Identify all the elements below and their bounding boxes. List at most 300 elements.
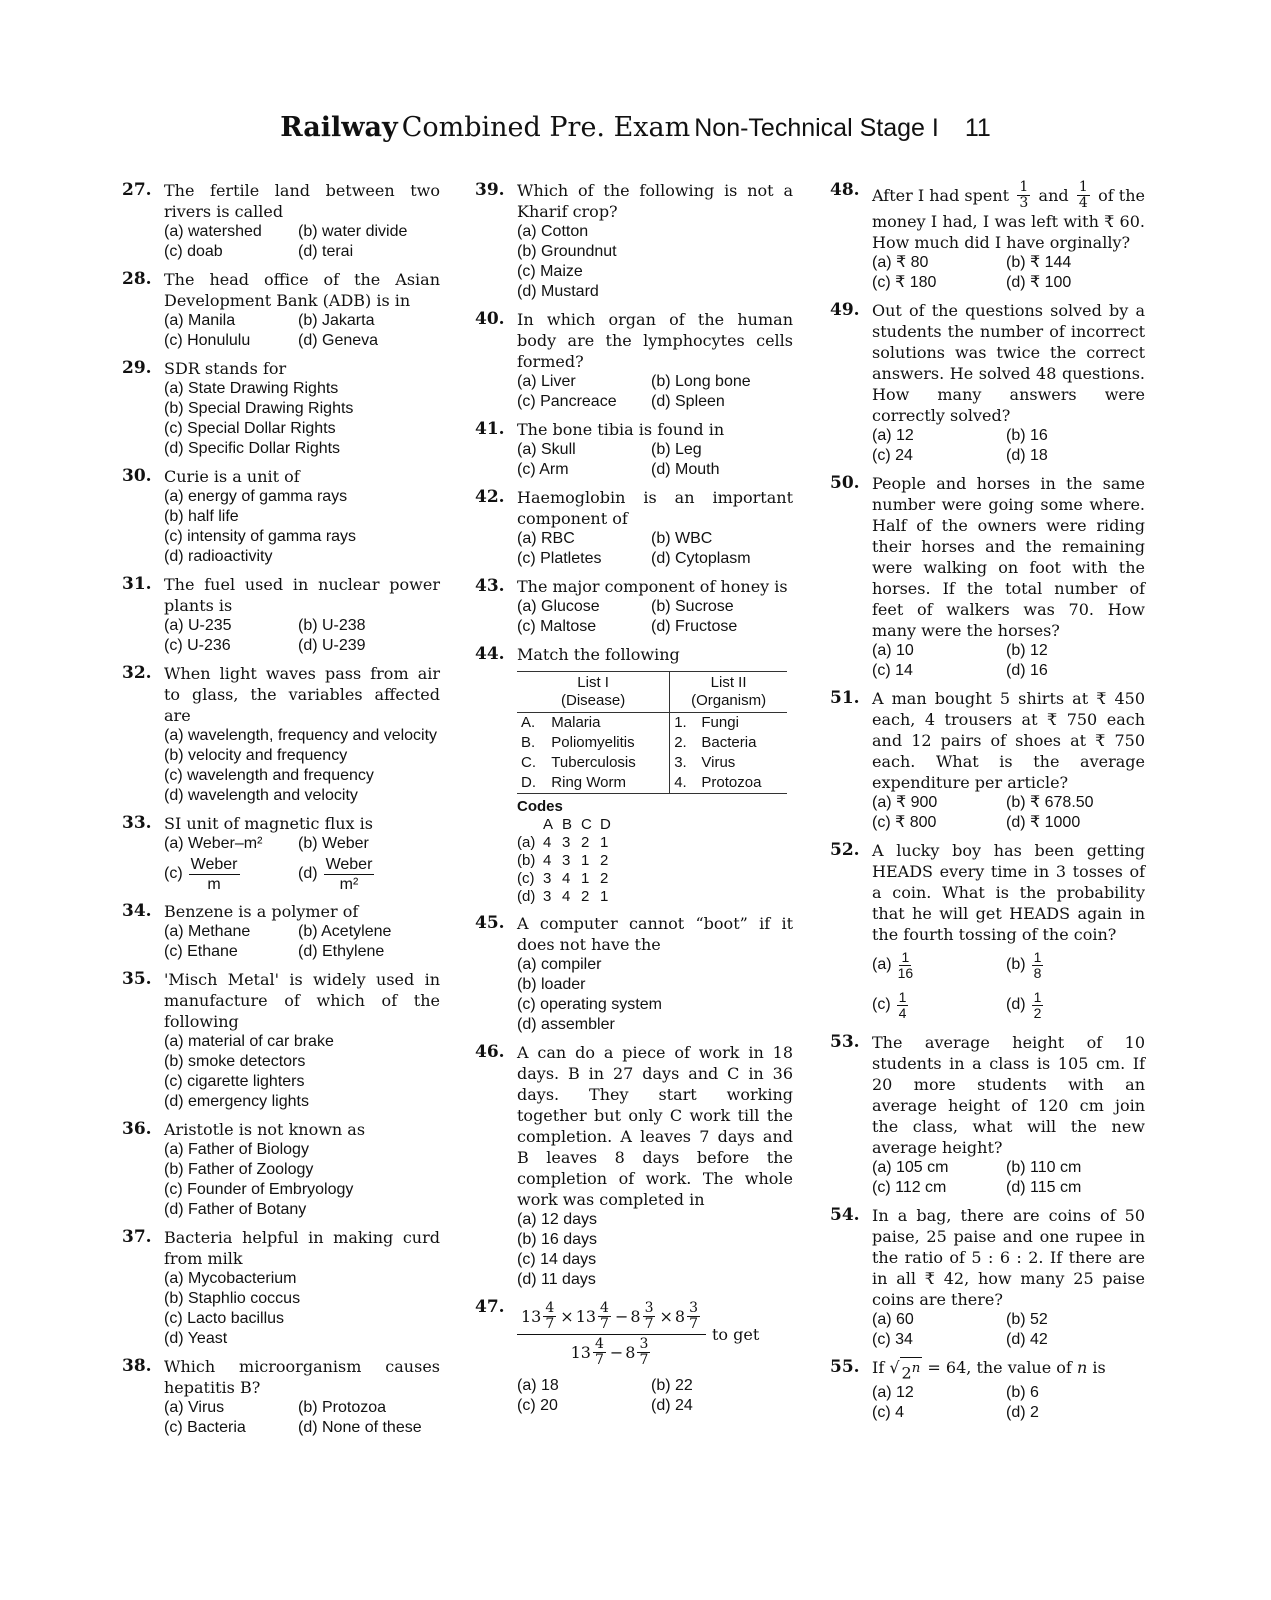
option-b: (b) WBC: [651, 530, 713, 547]
code-head: B: [562, 816, 573, 833]
question-number: 53.: [830, 1032, 860, 1052]
options: [872, 1383, 1145, 1423]
row-number: 2.: [674, 734, 687, 751]
option-a: (a) 105 cm: [872, 1159, 949, 1176]
page-number: 11: [964, 114, 991, 142]
row-letter: A.: [521, 714, 536, 731]
options: [517, 1376, 793, 1416]
option-label: (d): [1006, 996, 1026, 1013]
option-a: (a) 18: [517, 1377, 559, 1394]
question-text: The bone tibia is found in: [517, 420, 725, 439]
question-text: SI unit of magnetic flux is: [164, 814, 373, 833]
option-c: (c) Maltose: [517, 618, 597, 635]
question-number: 48.: [830, 180, 860, 200]
fraction: [1032, 990, 1044, 1021]
option-b: (b) 16: [1006, 427, 1048, 444]
option-d: (d) radioactivity: [164, 548, 273, 565]
radicand: [900, 1357, 923, 1383]
option-d: (d) Fructose: [651, 618, 738, 635]
option-c: (c) 4: [872, 1404, 904, 1422]
question-number: 40.: [475, 309, 505, 329]
option-b: (b) Acetylene: [298, 923, 392, 940]
option-b: (b) U-238: [298, 617, 366, 634]
code-option-b: [517, 852, 793, 870]
options: [164, 1269, 440, 1349]
question-text: A computer cannot “boot” if it does not have the: [517, 914, 793, 954]
option-label: (c): [164, 865, 183, 882]
question-text: In a bag, there are coins of 50 paise, 25 paise and one rupee in the ratio of 5 : 6 : 2. If there are in all ₹ 42, how many 25 paise coins are there?: [872, 1206, 1145, 1309]
question-text: A lucky boy has been getting HEADS every time in 3 tosses of a coin. What is the probability that he will get HEADS again in the fourth tossing of the coin?: [872, 841, 1145, 944]
option-d: (d) 18: [1006, 447, 1048, 464]
option-d: (d) Father of Botany: [164, 1201, 307, 1218]
list-2-subtitle: (Organism): [691, 692, 767, 709]
option-d: (d) assembler: [517, 1016, 615, 1033]
option-d: [1006, 985, 1145, 1025]
option-label: (b): [1006, 956, 1026, 973]
question-number: 52.: [830, 840, 860, 860]
option-c: (c) ₹ 800: [872, 814, 937, 831]
option-d: (d) Mouth: [651, 461, 720, 478]
question-29: [122, 358, 440, 459]
option-c: (c) 20: [517, 1397, 558, 1414]
question-number: 31.: [122, 574, 152, 594]
code-option-c: [517, 870, 793, 888]
options: [872, 945, 1145, 1025]
option-c: (c) 14 days: [517, 1251, 597, 1268]
question-number: 27.: [122, 180, 152, 200]
option-c: (c) wavelength and frequency: [164, 767, 374, 784]
fraction: [637, 1337, 650, 1368]
question-text: [872, 1357, 1145, 1383]
code-head: D: [600, 816, 611, 833]
option-a: (a) watershed: [164, 223, 262, 240]
option-c: (c) 112 cm: [872, 1179, 947, 1196]
option-d: (d) wavelength and velocity: [164, 787, 358, 804]
denominator: 7: [600, 1316, 609, 1332]
question-number: 44.: [475, 644, 505, 664]
option-a: (a) Father of Biology: [164, 1141, 309, 1158]
options: [872, 793, 1145, 833]
denominator: 7: [545, 1316, 555, 1332]
table-row: [517, 773, 787, 794]
code-value: 4: [543, 834, 552, 851]
disease: Ring Worm: [547, 773, 669, 794]
question-number: 37.: [122, 1227, 152, 1247]
code-value: 4: [543, 852, 552, 869]
question-45: [475, 913, 793, 1035]
text-part: After I had spent: [872, 186, 1010, 205]
question-54: [830, 1205, 1145, 1350]
question-33: [122, 813, 440, 894]
option-b: (b) 22: [651, 1377, 693, 1394]
option-a: (a) Weber–m²: [164, 835, 263, 852]
option-c: (c) Lacto bacillus: [164, 1310, 285, 1327]
text-part: of the: [1098, 186, 1145, 205]
option-d: (d) 115 cm: [1006, 1179, 1082, 1196]
option-c: (c) Honululu: [164, 332, 251, 349]
options: [164, 487, 440, 567]
fraction: [189, 855, 240, 894]
question-number: 43.: [475, 576, 505, 596]
table-row: [517, 733, 787, 753]
question-40: [475, 309, 793, 412]
options: [164, 726, 440, 806]
codes-title: Codes: [517, 798, 563, 815]
fraction: [897, 990, 909, 1021]
code-value: 4: [562, 888, 571, 905]
numerator: 3: [689, 1300, 698, 1316]
expression-suffix: to get: [712, 1325, 760, 1344]
option-b: (b) Staphlio coccus: [164, 1290, 301, 1307]
question-44: [475, 644, 793, 906]
operator: −: [614, 1307, 629, 1326]
option-b: (b) loader: [517, 976, 586, 993]
header-subtitle: Non-Technical Stage I: [694, 114, 939, 142]
numerator: 1: [1019, 179, 1029, 195]
question-42: [475, 487, 793, 569]
option-b: (b) velocity and frequency: [164, 747, 348, 764]
question-text: Match the following: [517, 645, 680, 664]
question-text: Which microorganism causes hepatitis B?: [164, 1357, 440, 1397]
option-d: (d) Spleen: [651, 393, 725, 410]
question-number: 46.: [475, 1042, 505, 1062]
question-text: The major component of honey is: [517, 577, 788, 596]
option-d: (d) ₹ 1000: [1006, 814, 1081, 831]
option-c: (c) Ethane: [164, 943, 238, 960]
options: [164, 922, 440, 962]
option-d: (d) 42: [1006, 1331, 1048, 1348]
option-a: (a) RBC: [517, 530, 575, 547]
code-label: (a): [517, 834, 536, 851]
numerator: 4: [594, 1336, 604, 1352]
header-title-serif: Combined Pre. Exam: [401, 112, 691, 143]
option-a: (a) 10: [872, 642, 914, 659]
option-c: [872, 985, 1006, 1025]
organism: Fungi: [701, 714, 739, 731]
fraction: [898, 950, 914, 981]
question-text: Curie is a unit of: [164, 467, 300, 486]
mixed-number: [630, 1301, 657, 1332]
whole: 13: [521, 1307, 542, 1326]
question-36: [122, 1119, 440, 1220]
question-47: [475, 1297, 793, 1416]
option-b: (b) Long bone: [651, 373, 751, 390]
option-a: (a) Methane: [164, 923, 251, 940]
option-d: (d) 11 days: [517, 1271, 596, 1288]
options: [872, 1310, 1145, 1350]
denominator: 4: [1078, 195, 1088, 211]
options: [517, 529, 793, 569]
option-label: (d): [298, 865, 318, 882]
code-value: 4: [562, 870, 571, 887]
question-50: [830, 473, 1145, 681]
option-a: [872, 945, 1006, 985]
fraction-one-fourth: [1077, 180, 1090, 211]
option-c: (c) Special Dollar Rights: [164, 420, 336, 437]
options: [164, 1140, 440, 1220]
question-text: When light waves pass from air to glass, the variables affected are: [164, 664, 440, 725]
option-a: (a) ₹ 80: [872, 254, 929, 271]
row-number: 3.: [674, 754, 687, 771]
math-expression: [517, 1301, 793, 1368]
fraction: [324, 855, 375, 894]
option-b: (b) Sucrose: [651, 598, 734, 615]
column-1: [122, 180, 440, 1445]
option-c: (c) Maize: [517, 263, 583, 280]
question-text: Aristotle is not known as: [164, 1120, 366, 1139]
option-b: (b) 16 days: [517, 1231, 598, 1248]
options: [164, 1398, 440, 1438]
code-value: 1: [600, 834, 609, 851]
option-a: (a) Skull: [517, 441, 576, 458]
option-a: (a) Virus: [164, 1399, 225, 1416]
option-b: [1006, 945, 1145, 985]
option-c: (c) Bacteria: [164, 1419, 246, 1436]
option-b: (b) Special Drawing Rights: [164, 400, 354, 417]
question-text: A can do a piece of work in 18 days. B in 27 days and C in 36 days. They start working together but only C work till the completion. A leaves 7 days and B leaves 8 days before the completion of work. The whole work was completed in: [517, 1043, 793, 1209]
denominator: 7: [594, 1352, 604, 1368]
option-label: (c): [872, 996, 891, 1013]
question-34: [122, 901, 440, 962]
option-d: (d) Ethylene: [298, 943, 385, 960]
question-text-continued: money I had, I was left with ₹ 60. How much did I have orginally?: [872, 212, 1145, 252]
question-number: 36.: [122, 1119, 152, 1139]
code-label: (d): [517, 888, 536, 905]
option-d: (d) Yeast: [164, 1330, 228, 1347]
question-53: [830, 1032, 1145, 1198]
question-number: 41.: [475, 419, 505, 439]
numerator: 1: [901, 948, 910, 965]
list-2-title: List II: [710, 674, 747, 691]
disease: Poliomyelitis: [547, 733, 669, 753]
numerator: 3: [639, 1336, 649, 1352]
code-label: (c): [517, 870, 535, 887]
exponent: n: [911, 1361, 921, 1376]
question-text: The head office of the Asian Development Bank (ADB) is in: [164, 270, 440, 310]
question-49: [830, 300, 1145, 466]
code-option-d: [517, 888, 793, 906]
numerator: 1: [1078, 179, 1088, 195]
text-part: If: [872, 1358, 885, 1377]
question-35: [122, 969, 440, 1112]
code-head: A: [543, 816, 554, 833]
operator: −: [609, 1343, 624, 1362]
option-a: (a) Manila: [164, 312, 236, 329]
table-row: [517, 713, 787, 734]
option-d: (d) Cytoplasm: [651, 550, 751, 567]
denominator: 7: [689, 1316, 698, 1332]
options: [164, 616, 440, 656]
question-number: 49.: [830, 300, 860, 320]
codes-block: [517, 798, 793, 906]
operator: ×: [560, 1307, 574, 1326]
question-text: Bacteria helpful in making curd from milk: [164, 1228, 440, 1268]
codes-header: [517, 816, 793, 834]
numerator: Weber: [325, 855, 373, 873]
header-title-bold: Railway: [280, 112, 398, 143]
denominator: m²: [339, 875, 359, 893]
option-a: (a) 12 days: [517, 1211, 598, 1228]
option-a: (a) Mycobacterium: [164, 1270, 297, 1287]
option-d: (d) 24: [651, 1397, 693, 1414]
row-letter: B.: [521, 734, 536, 751]
column-3: [830, 180, 1145, 1430]
option-b: (b) ₹ 678.50: [1006, 794, 1094, 811]
options: [164, 379, 440, 459]
code-value: 2: [581, 888, 590, 905]
option-d: (d) Mustard: [517, 283, 599, 300]
question-28: [122, 269, 440, 351]
code-value: 2: [600, 870, 609, 887]
table-row: [517, 753, 787, 773]
option-d: (d) Specific Dollar Rights: [164, 440, 341, 457]
organism: Protozoa: [697, 773, 787, 794]
question-text: 'Misch Metal' is widely used in manufacture of which of the following: [164, 970, 440, 1031]
option-d: (d) U-239: [298, 637, 366, 654]
option-a: (a) wavelength, frequency and velocity: [164, 727, 438, 744]
base: 2: [901, 1363, 912, 1383]
question-text: Out of the questions solved by a students the number of incorrect solutions was twice the correct answers. He solved 48 questions. How many answers were correctly solved?: [872, 301, 1145, 425]
numerator: 4: [600, 1300, 609, 1316]
disease: Tuberculosis: [547, 753, 669, 773]
option-d: (d) terai: [298, 243, 354, 260]
question-text: The fertile land between two rivers is called: [164, 181, 440, 221]
option-a: (a) Glucose: [517, 598, 600, 615]
fraction: [1032, 950, 1044, 981]
denominator: m: [207, 875, 221, 893]
options: [517, 440, 793, 480]
question-number: 51.: [830, 688, 860, 708]
question-number: 47.: [475, 1297, 505, 1317]
code-value: 3: [543, 888, 552, 905]
option-d: (d) Geneva: [298, 332, 379, 349]
denominator: 2: [1033, 1004, 1042, 1021]
question-38: [122, 1356, 440, 1438]
organism: Bacteria: [701, 734, 757, 751]
option-b: (b) smoke detectors: [164, 1053, 306, 1070]
whole: 8: [674, 1307, 686, 1326]
option-b: (b) Jakarta: [298, 312, 375, 329]
option-label: (a): [872, 956, 892, 973]
option-b: (b) Father of Zoology: [164, 1161, 314, 1178]
expression-numerator: [517, 1301, 706, 1335]
option-c: [164, 854, 298, 894]
big-fraction: [517, 1301, 706, 1368]
mixed-number: [571, 1337, 608, 1368]
question-text: Benzene is a polymer of: [164, 902, 359, 921]
options: [164, 311, 440, 351]
options: [517, 1210, 793, 1290]
option-a: (a) 12: [872, 1384, 914, 1402]
option-b: (b) Protozoa: [298, 1399, 387, 1416]
numerator: 4: [545, 1300, 555, 1316]
option-a: (a) ₹ 900: [872, 794, 938, 811]
question-55: [830, 1357, 1145, 1423]
row-letter: D.: [517, 773, 547, 794]
options: [164, 222, 440, 262]
numerator: 1: [1033, 988, 1042, 1005]
question-number: 32.: [122, 663, 152, 683]
option-c: (c) operating system: [517, 996, 662, 1013]
row-number: 1.: [674, 714, 687, 731]
question-text: In which organ of the human body are the lymphocytes cells formed?: [517, 310, 793, 371]
question-number: 38.: [122, 1356, 152, 1376]
question-text: Which of the following is not a Kharif crop?: [517, 181, 793, 221]
code-value: 1: [581, 870, 590, 887]
option-c: (c) doab: [164, 243, 223, 260]
question-52: [830, 840, 1145, 1025]
question-number: 50.: [830, 473, 860, 493]
whole: 8: [625, 1343, 636, 1362]
mixed-number: [625, 1337, 652, 1368]
option-b: (b) 110 cm: [1006, 1159, 1082, 1176]
option-a: (a) Liver: [517, 373, 576, 390]
expression-denominator: [571, 1335, 653, 1368]
option-b: (b) half life: [164, 508, 239, 525]
question-number: 28.: [122, 269, 152, 289]
option-c: (c) intensity of gamma rays: [164, 528, 357, 545]
fraction: [543, 1301, 556, 1332]
code-value: 2: [581, 834, 590, 851]
question-number: 34.: [122, 901, 152, 921]
mixed-number: [521, 1301, 558, 1332]
row-number: 4.: [670, 773, 698, 794]
option-d: (d) emergency lights: [164, 1093, 309, 1110]
option-c: (c) Founder of Embryology: [164, 1181, 354, 1198]
options: [164, 1032, 440, 1112]
option-c: (c) 24: [872, 447, 913, 464]
list-1-header: [517, 672, 670, 713]
options: [517, 955, 793, 1035]
option-a: (a) 60: [872, 1311, 914, 1328]
list-1-title: List I: [577, 674, 609, 691]
option-a: (a) energy of gamma rays: [164, 488, 348, 505]
option-c: (c) cigarette lighters: [164, 1073, 305, 1090]
list-2-header: [670, 672, 787, 713]
option-b: (b) Leg: [651, 441, 702, 458]
option-b: (b) ₹ 144: [1006, 254, 1072, 271]
row-letter: C.: [521, 754, 536, 771]
question-number: 33.: [122, 813, 152, 833]
mixed-number: [675, 1301, 702, 1332]
numerator: 1: [898, 988, 907, 1005]
option-c: (c) 34: [872, 1331, 913, 1348]
options: [872, 641, 1145, 681]
option-c: (c) Pancreace: [517, 393, 617, 410]
column-2: [475, 180, 793, 1423]
option-a: (a) 12: [872, 427, 914, 444]
question-number: 30.: [122, 466, 152, 486]
denominator: 16: [897, 964, 914, 981]
text-part: is: [1092, 1358, 1106, 1377]
option-a: (a) compiler: [517, 956, 602, 973]
option-b: (b) Groundnut: [517, 243, 617, 260]
option-a: (a) State Drawing Rights: [164, 380, 339, 397]
option-a: (a) Cotton: [517, 223, 589, 240]
question-41: [475, 419, 793, 480]
page-header: [0, 112, 1271, 143]
mixed-number: [576, 1301, 613, 1332]
fraction: [687, 1301, 700, 1332]
question-number: 42.: [475, 487, 505, 507]
option-b: (b) water divide: [298, 223, 408, 240]
option-c: (c) Platletes: [517, 550, 602, 567]
operator: ×: [659, 1307, 673, 1326]
question-text: The fuel used in nuclear power plants is: [164, 575, 440, 615]
fraction: [598, 1301, 611, 1332]
question-32: [122, 663, 440, 806]
option-d: (d) None of these: [298, 1419, 422, 1436]
